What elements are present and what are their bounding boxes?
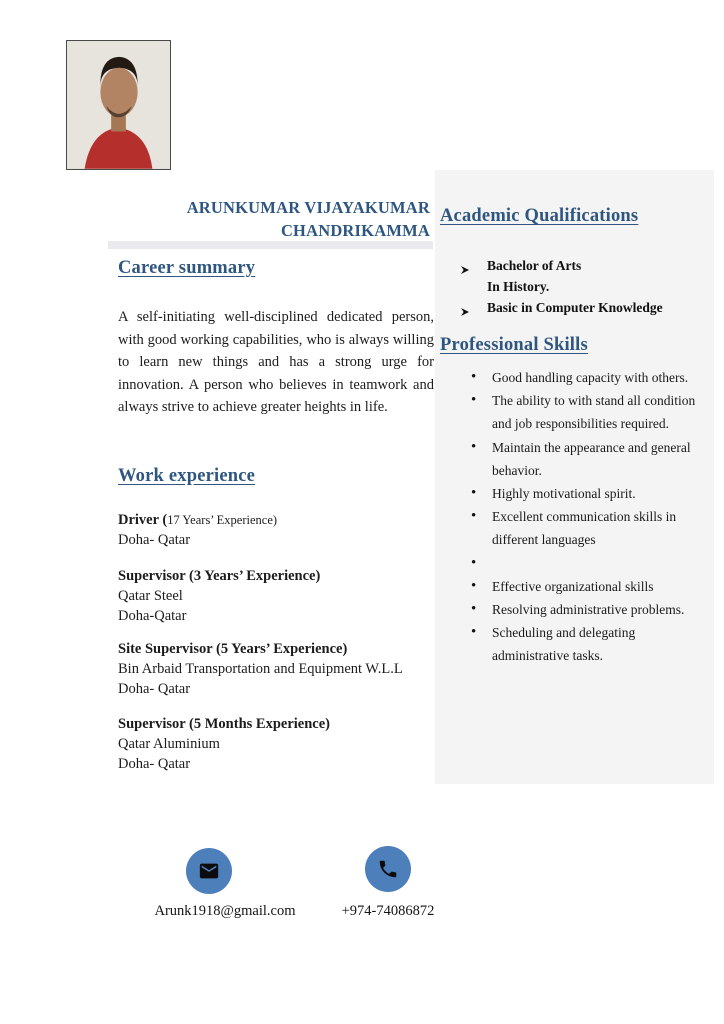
academic-item (435, 256, 714, 297)
academic-item-text: Bachelor of Arts In History. (487, 258, 582, 294)
phone-icon (365, 846, 411, 892)
work-entry-title: Driver (17 Years’ Experience) (118, 512, 278, 528)
professional-skills-list (435, 366, 714, 668)
skill-item: • The ability to with stand all condition and job responsibilities required. (435, 389, 714, 435)
dot-bullet-icon: • (471, 369, 477, 385)
work-entry-company: Qatar Steel (118, 588, 183, 604)
phone-number: +974-74086872 (341, 903, 435, 919)
work-entry-company: Qatar Aluminium (118, 736, 220, 752)
work-experience-heading: Work experience (118, 466, 256, 486)
professional-skills-heading: Professional Skills (440, 335, 588, 355)
work-entry-location: Doha-Qatar (118, 608, 187, 624)
arrow-bullet-icon (460, 298, 487, 324)
work-entry-title: Supervisor (3 Years’ Experience) (118, 568, 321, 584)
work-entry-site-supervisor (118, 639, 450, 699)
skill-item: • Effective organizational skills (435, 575, 714, 598)
dot-bullet-icon: • (471, 624, 477, 641)
work-entry-supervisor-qatar-aluminium (118, 714, 450, 774)
dot-bullet-icon: • (471, 554, 477, 571)
dot-bullet-icon: • (471, 601, 477, 618)
arrow-bullet-icon (460, 256, 487, 282)
work-entry-location: Doha- Qatar (118, 532, 191, 548)
email-icon (186, 848, 232, 894)
skill-item: • Highly motivational spirit. (435, 482, 714, 505)
academic-item-text: Basic in Computer Knowledge (487, 300, 663, 315)
right-panel (435, 170, 714, 784)
work-entry-location: Doha- Qatar (118, 756, 191, 772)
dot-bullet-icon: • (471, 577, 477, 594)
work-entry-company: Bin Arbaid Transportation and Equipment W.L.L (118, 661, 403, 677)
name-divider (108, 241, 433, 249)
dot-bullet-icon: • (471, 485, 477, 502)
skill-item: • Resolving administrative problems. (435, 598, 714, 621)
candidate-name (100, 196, 430, 242)
work-entry-title: Site Supervisor (5 Years’ Experience) (118, 641, 348, 657)
dot-bullet-icon: • (471, 508, 477, 525)
career-summary-text: A self-initiating well-disciplined dedicated person, with good working capabilities, who is always willing to learn new things and has a strong urge for innovation. A person who believes in teamwork and always strive to achieve greater heights in life. (118, 309, 434, 415)
email-address: Arunk1918@gmail.com (154, 903, 296, 919)
work-entry-supervisor-qatar-steel (118, 566, 450, 626)
academic-item (435, 298, 714, 324)
dot-bullet-icon: • (471, 438, 477, 455)
skill-item-empty (435, 552, 714, 575)
academic-qualifications-list (435, 256, 714, 325)
skill-item: • Maintain the appearance and general behavior. (435, 436, 714, 482)
work-entry-title: Supervisor (5 Months Experience) (118, 716, 330, 732)
career-summary-heading: Career summary (118, 258, 256, 278)
work-entry-location: Doha- Qatar (118, 681, 191, 697)
skill-item: • Excellent communication skills in different languages (435, 505, 714, 551)
academic-qualifications-heading: Academic Qualifications (440, 206, 639, 226)
work-entry-driver (118, 510, 450, 550)
skill-item: • Good handling capacity with others. (435, 366, 714, 389)
candidate-name-line1: ARUNKUMAR VIJAYAKUMAR (186, 198, 430, 217)
candidate-name-line2: CHANDRIKAMMA (280, 221, 430, 240)
profile-photo-illustration (67, 41, 170, 169)
dot-bullet-icon: • (471, 392, 477, 409)
profile-photo (66, 40, 171, 170)
skill-item: • Scheduling and delegating administrative tasks. (435, 621, 714, 667)
